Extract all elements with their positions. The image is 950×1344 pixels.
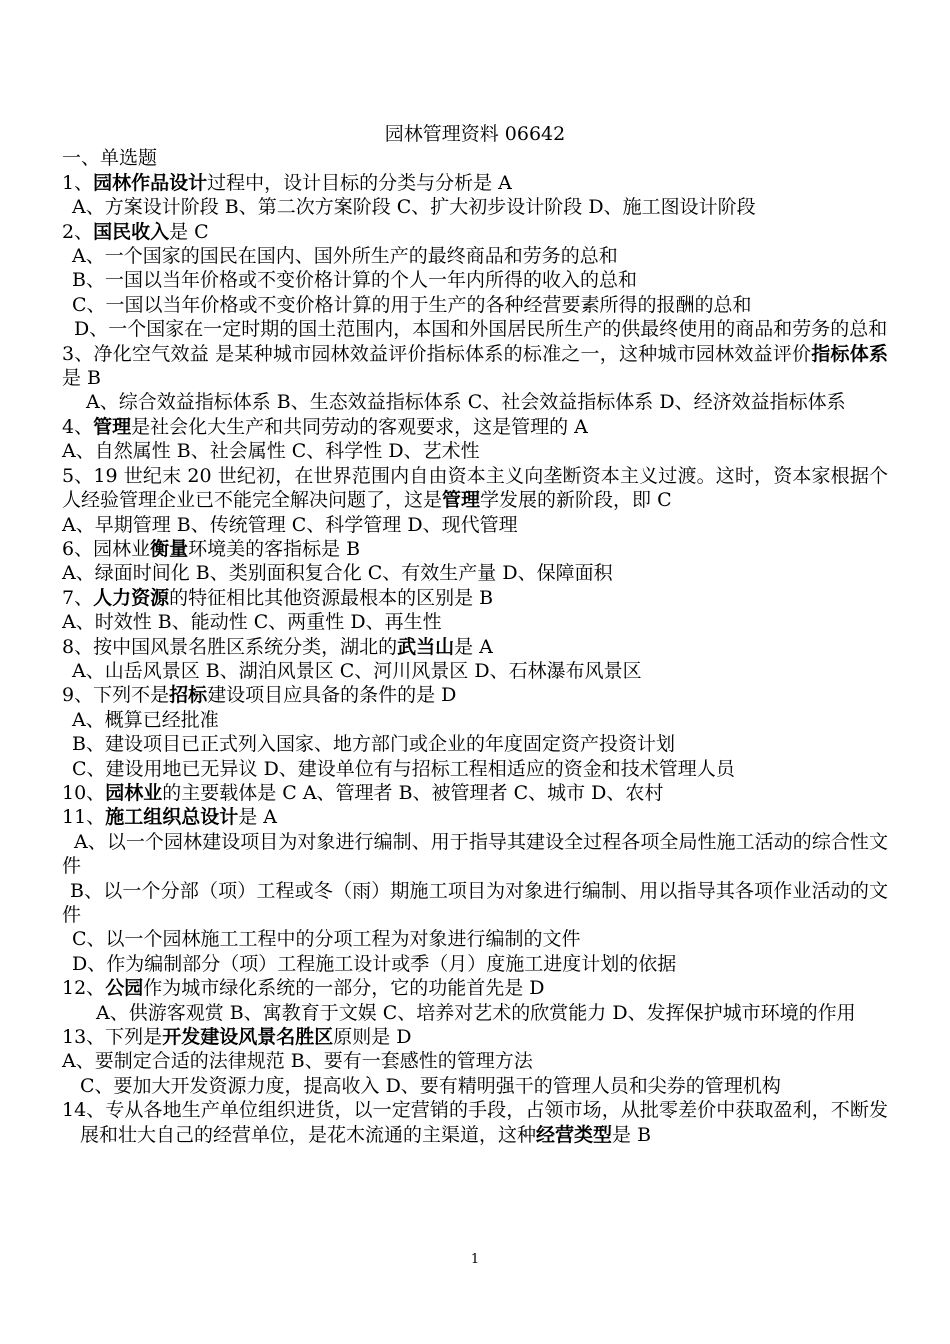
question-3-options: A、综合效益指标体系 B、生态效益指标体系 C、社会效益指标体系 D、经济效益指标体系 [86,391,846,414]
question-12-options: A、供游客观赏 B、寓教育于文娱 C、培养对艺术的欣赏能力 D、发挥保护城市环境的作用 [96,1001,856,1024]
keyword: 园林业 [105,781,163,804]
question-2-option-c: C、一国以当年价格或不变价格计算的用于生产的各种经营要素所得的报酬的总和 [72,293,752,316]
keyword: 衡量 [150,537,189,560]
question-1-options: A、方案设计阶段 B、第二次方案阶段 C、扩大初步设计阶段 D、施工图设计阶段 [72,196,756,219]
section-heading: 一、单选题 [62,147,158,170]
keyword: 招标 [169,684,208,707]
question-13-option-ab: A、要制定合适的法律规范 B、要有一套感性的管理方法 [62,1050,533,1073]
question-3: 3、净化空气效益 是某种城市园林效益评价指标体系的标准之一，这种城市园林效益评价指标体系是 B [62,342,888,390]
document-title: 园林管理资料 06642 [384,123,566,145]
keyword: 经营类型 [536,1123,613,1146]
question-11-option-d: D、作为编制部分（项）工程施工设计或季（月）度施工进度计划的依据 [72,952,677,975]
question-5: 5、19 世纪末 20 世纪初，在世界范围内自由资本主义向垄断资本主义过渡。这时，资本家根据个人经验管理企业已不能完全解决问题了，这是管理学发展的新阶段，即 C [62,464,888,512]
question-9-option-b: B、建设项目已正式列入国家、地方部门或企业的年度固定资产投资计划 [72,733,675,756]
question-6: 6、园林业衡量环境美的客指标是 B [62,537,361,560]
question-12: 12、公园作为城市绿化系统的一部分，它的功能首先是 D [62,977,545,1000]
question-10: 10、园林业的主要载体是 C A、管理者 B、被管理者 C、城市 D、农村 [62,781,664,804]
question-2-option-b: B、一国以当年价格或不变价格计算的个人一年内所得的收入的总和 [72,269,637,292]
keyword: 国民收入 [93,220,170,243]
question-9-option-a: A、概算已经批准 [72,708,219,731]
question-1: 1、园林作品设计过程中，设计目标的分类与分析是 A [62,171,512,194]
keyword: 指标体系 [811,342,888,365]
keyword: 人力资源 [93,586,170,609]
question-2-option-d: D、一个国家在一定时期的国土范围内，本国和外国居民所生产的供最终使用的商品和劳务的总和 [74,318,888,341]
question-5-options: A、早期管理 B、传统管理 C、科学管理 D、现代管理 [62,513,518,536]
question-9-option-cd: C、建设用地已无异议 D、建设单位有与招标工程相适应的资金和技术管理人员 [72,757,735,780]
keyword: 开发建设风景名胜区 [162,1026,334,1049]
question-4-options: A、自然属性 B、社会属性 C、科学性 D、艺术性 [62,440,480,463]
keyword: 施工组织总设计 [105,806,239,829]
question-2-option-a: A、一个国家的国民在国内、国外所生产的最终商品和劳务的总和 [72,245,618,268]
keyword: 园林作品设计 [93,171,208,194]
question-11-option-b: B、以一个分部（项）工程或冬（雨）期施工项目为对象进行编制、用以指导其各项作业活动的文件 [62,879,888,926]
keyword: 公园 [105,977,144,1000]
keyword: 管理 [93,415,132,438]
question-13: 13、下列是开发建设风景名胜区原则是 D [62,1026,412,1049]
question-7: 7、人力资源的特征相比其他资源最根本的区别是 B [62,586,494,609]
question-11-option-c: C、以一个园林施工工程中的分项工程为对象进行编制的文件 [72,928,581,951]
question-7-options: A、时效性 B、能动性 C、两重性 D、再生性 [62,611,442,634]
keyword: 武当山 [397,635,455,658]
question-8: 8、按中国风景名胜区系统分类，湖北的武当山是 A [62,635,493,658]
question-6-options: A、绿面时间化 B、类别面积复合化 C、有效生产量 D、保障面积 [62,562,613,585]
keyword: 管理 [442,489,481,512]
question-8-options: A、山岳风景区 B、湖泊风景区 C、河川风景区 D、石林瀑布风景区 [72,659,642,682]
question-11-option-a: A、以一个园林建设项目为对象进行编制、用于指导其建设全过程各项全局性施工活动的综合性文件 [62,830,888,878]
question-11: 11、施工组织总设计是 A [62,806,277,829]
question-14: 14、专从各地生产单位组织进货，以一定营销的手段，占领市场，从批零差价中获取盈利，不断发展和壮大自己的经营单位，是花木流通的主渠道，这种经营类型是 B [62,1099,888,1146]
question-4: 4、管理是社会化大生产和共同劳动的客观要求，这是管理的 A [62,415,588,438]
question-13-option-cd: C、要加大开发资源力度，提高收入 D、要有精明强干的管理人员和尖券的管理机构 [80,1074,781,1097]
question-9: 9、下列不是招标建设项目应具备的条件的是 D [62,684,457,707]
question-2: 2、国民收入是 C [62,220,209,243]
page-number: 1 [470,1252,480,1267]
